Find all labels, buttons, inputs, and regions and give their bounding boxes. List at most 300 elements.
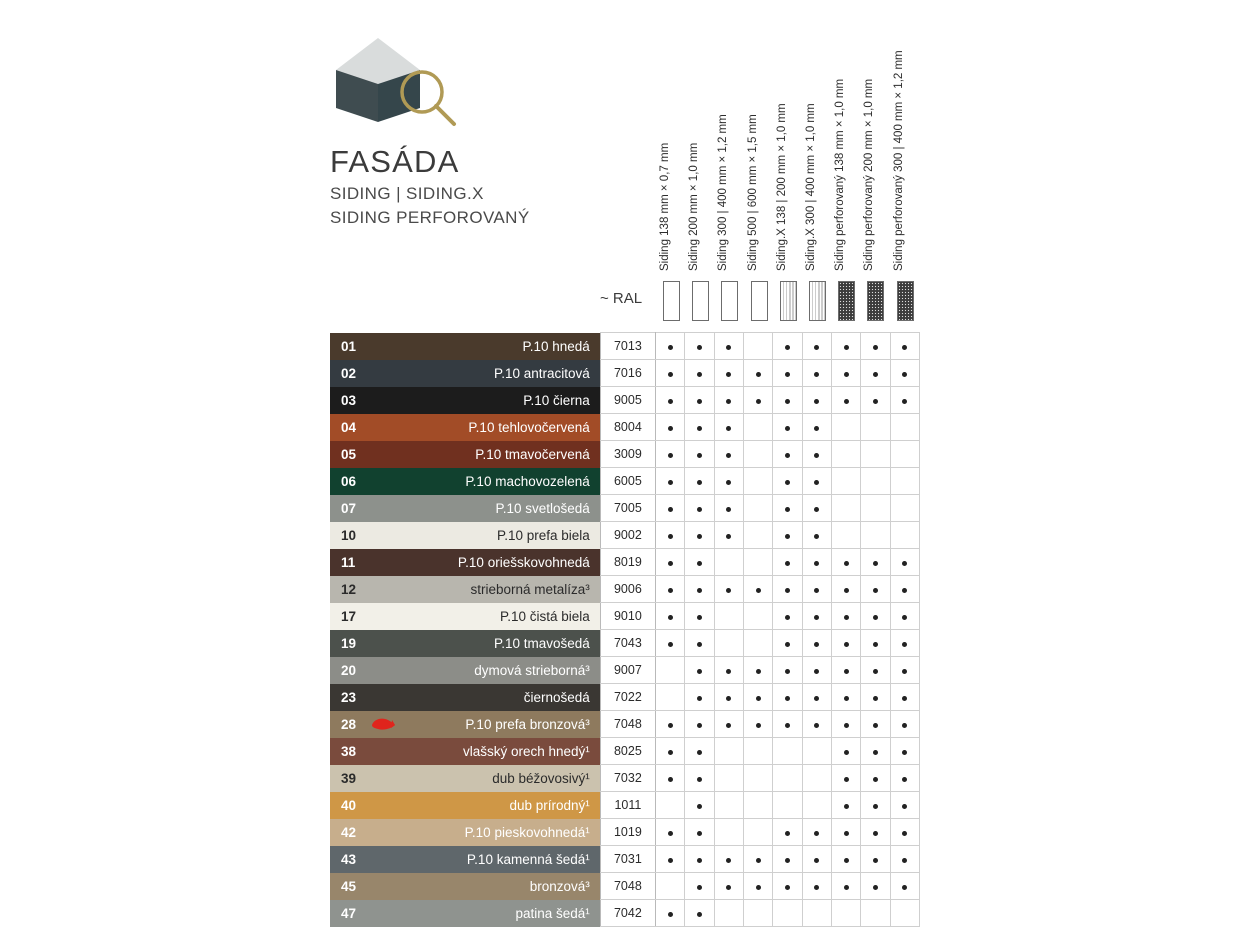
availability-dot-cell xyxy=(656,765,685,792)
availability-dot-cell xyxy=(861,603,890,630)
row-color-name: dub béžovosivý¹ xyxy=(372,765,600,792)
availability-dot-cell xyxy=(685,630,714,657)
availability-empty-cell xyxy=(861,522,890,549)
availability-dot-cell xyxy=(656,819,685,846)
row-color-name: vlašský orech hnedý¹ xyxy=(372,738,600,765)
availability-dot-icon xyxy=(785,507,790,512)
availability-dot-icon xyxy=(844,588,849,593)
availability-dot-icon xyxy=(873,345,878,350)
table-row xyxy=(330,684,920,711)
availability-dot-cell xyxy=(831,630,860,657)
row-color-name: P.10 tmavošedá xyxy=(372,630,600,657)
row-ral-code: 1019 xyxy=(600,819,655,846)
row-color-name: P.10 čierna xyxy=(372,387,600,414)
availability-empty-cell xyxy=(831,441,860,468)
availability-dot-cell xyxy=(773,360,802,387)
availability-empty-cell xyxy=(861,495,890,522)
table-row xyxy=(330,360,920,387)
availability-dot-icon xyxy=(844,831,849,836)
availability-dot-cell xyxy=(831,387,860,414)
availability-dot-icon xyxy=(814,372,819,377)
column-swatch-cell xyxy=(715,277,744,325)
column-header-label: Siding perforovaný 200 mm × 1,0 mm xyxy=(863,78,876,271)
availability-dot-icon xyxy=(814,507,819,512)
availability-dot-icon xyxy=(814,615,819,620)
availability-dot-cell xyxy=(773,603,802,630)
availability-dot-cell xyxy=(831,360,860,387)
availability-dot-icon xyxy=(844,561,849,566)
profile-grid-icon xyxy=(809,281,826,321)
row-ral-code: 7031 xyxy=(600,846,655,873)
availability-dot-icon xyxy=(873,858,878,863)
row-color-name: P.10 čistá biela xyxy=(372,603,600,630)
row-color-name: P.10 tehlovočervená xyxy=(372,414,600,441)
availability-dot-icon xyxy=(814,723,819,728)
column-swatch-cell xyxy=(657,277,686,325)
availability-dot-icon xyxy=(726,480,731,485)
availability-dot-cell xyxy=(685,333,714,360)
column-header xyxy=(861,0,890,275)
row-number: 43 xyxy=(330,846,372,873)
availability-dot-icon xyxy=(756,669,761,674)
availability-dot-cell xyxy=(861,657,890,684)
availability-dot-cell xyxy=(685,657,714,684)
availability-empty-cell xyxy=(656,684,685,711)
row-color-name: P.10 antracitová xyxy=(372,360,600,387)
column-swatch-cell xyxy=(745,277,774,325)
availability-dot-cell xyxy=(656,414,685,441)
availability-dot-icon xyxy=(697,642,702,647)
availability-dot-cell xyxy=(685,846,714,873)
row-color-name: dymová strieborná³ xyxy=(372,657,600,684)
availability-dot-icon xyxy=(726,426,731,431)
availability-dot-icon xyxy=(697,345,702,350)
availability-dot-icon xyxy=(814,399,819,404)
availability-dot-cell xyxy=(831,711,860,738)
availability-dot-icon xyxy=(697,912,702,917)
row-color-name: P.10 prefa bronzová³ xyxy=(372,711,600,738)
availability-dot-cell xyxy=(743,576,772,603)
availability-empty-cell xyxy=(743,900,772,927)
availability-empty-cell xyxy=(890,468,919,495)
availability-dot-cell xyxy=(773,414,802,441)
availability-dot-icon xyxy=(844,345,849,350)
availability-dot-cell xyxy=(773,711,802,738)
availability-empty-cell xyxy=(656,657,685,684)
availability-dot-cell xyxy=(714,360,743,387)
availability-dot-cell xyxy=(773,333,802,360)
availability-empty-cell xyxy=(802,900,831,927)
availability-dot-cell xyxy=(685,414,714,441)
availability-dot-cell xyxy=(773,441,802,468)
availability-empty-cell xyxy=(743,522,772,549)
availability-dot-icon xyxy=(814,453,819,458)
availability-dot-cell xyxy=(861,684,890,711)
row-ral-code: 1011 xyxy=(600,792,655,819)
availability-dot-cell xyxy=(802,441,831,468)
availability-dot-icon xyxy=(814,858,819,863)
availability-dot-icon xyxy=(785,345,790,350)
availability-dot-icon xyxy=(902,615,907,620)
availability-empty-cell xyxy=(714,792,743,819)
availability-dot-cell xyxy=(714,333,743,360)
availability-empty-cell xyxy=(656,873,685,900)
availability-dot-cell xyxy=(685,441,714,468)
availability-dot-cell xyxy=(802,873,831,900)
column-swatch-cell xyxy=(861,277,890,325)
row-ral-code: 9006 xyxy=(600,576,655,603)
availability-dot-icon xyxy=(697,669,702,674)
availability-dot-cell xyxy=(656,846,685,873)
availability-dot-icon xyxy=(785,561,790,566)
table-row xyxy=(330,630,920,657)
table-row xyxy=(330,738,920,765)
availability-dot-icon xyxy=(697,588,702,593)
availability-empty-cell xyxy=(831,495,860,522)
availability-empty-cell xyxy=(831,414,860,441)
availability-dot-cell xyxy=(802,522,831,549)
availability-empty-cell xyxy=(714,630,743,657)
row-ral-code: 7005 xyxy=(600,495,655,522)
availability-dot-cell xyxy=(861,792,890,819)
availability-empty-cell xyxy=(831,522,860,549)
availability-dot-icon xyxy=(873,804,878,809)
availability-empty-cell xyxy=(861,441,890,468)
row-ral-code: 7048 xyxy=(600,711,655,738)
availability-dot-icon xyxy=(873,372,878,377)
availability-dot-cell xyxy=(685,495,714,522)
availability-dot-icon xyxy=(697,372,702,377)
column-header-label: Siding 200 mm × 1,0 mm xyxy=(688,142,701,271)
availability-dot-cell xyxy=(890,819,919,846)
table-row xyxy=(330,468,920,495)
availability-dot-cell xyxy=(831,873,860,900)
availability-dot-icon xyxy=(668,426,673,431)
availability-dot-icon xyxy=(668,642,673,647)
availability-dot-icon xyxy=(814,831,819,836)
table-row xyxy=(330,549,920,576)
availability-dot-cell xyxy=(773,630,802,657)
availability-dot-cell xyxy=(685,873,714,900)
availability-empty-cell xyxy=(802,792,831,819)
availability-dot-icon xyxy=(814,669,819,674)
availability-empty-cell xyxy=(743,630,772,657)
availability-dot-icon xyxy=(697,453,702,458)
availability-dot-cell xyxy=(890,684,919,711)
availability-dot-icon xyxy=(844,750,849,755)
availability-dot-icon xyxy=(902,642,907,647)
availability-dot-cell xyxy=(831,738,860,765)
availability-dot-icon xyxy=(697,723,702,728)
availability-dot-icon xyxy=(873,669,878,674)
availability-dot-icon xyxy=(668,750,673,755)
table-row xyxy=(330,387,920,414)
availability-dot-icon xyxy=(873,615,878,620)
row-color-name: patina šedá¹ xyxy=(372,900,600,927)
availability-dot-cell xyxy=(714,576,743,603)
availability-dot-cell xyxy=(656,495,685,522)
row-number: 23 xyxy=(330,684,372,711)
profile-dots-icon xyxy=(867,281,884,321)
availability-dot-cell xyxy=(861,549,890,576)
availability-dot-cell xyxy=(831,765,860,792)
availability-empty-cell xyxy=(743,441,772,468)
availability-dot-icon xyxy=(844,399,849,404)
availability-dot-icon xyxy=(785,399,790,404)
availability-dot-icon xyxy=(668,588,673,593)
availability-dot-icon xyxy=(697,750,702,755)
availability-dot-icon xyxy=(668,453,673,458)
availability-empty-cell xyxy=(890,900,919,927)
availability-dot-icon xyxy=(785,480,790,485)
table-row xyxy=(330,711,920,738)
availability-dot-cell xyxy=(685,549,714,576)
availability-dot-cell xyxy=(743,711,772,738)
title-block xyxy=(330,144,630,228)
availability-empty-cell xyxy=(773,792,802,819)
availability-dot-cell xyxy=(714,846,743,873)
row-number: 47 xyxy=(330,900,372,927)
row-number: 20 xyxy=(330,657,372,684)
availability-dot-icon xyxy=(726,534,731,539)
availability-empty-cell xyxy=(831,468,860,495)
availability-dot-cell xyxy=(831,819,860,846)
availability-dot-cell xyxy=(773,468,802,495)
availability-dot-icon xyxy=(785,372,790,377)
availability-dot-icon xyxy=(814,345,819,350)
availability-dot-icon xyxy=(814,561,819,566)
availability-dot-cell xyxy=(743,360,772,387)
availability-empty-cell xyxy=(831,900,860,927)
availability-dot-icon xyxy=(844,804,849,809)
availability-dot-cell xyxy=(802,495,831,522)
availability-empty-cell xyxy=(890,441,919,468)
availability-dot-cell xyxy=(831,846,860,873)
row-color-name: P.10 pieskovohnedá¹ xyxy=(372,819,600,846)
availability-empty-cell xyxy=(656,792,685,819)
row-color-name: čiernošedá xyxy=(372,684,600,711)
availability-dot-cell xyxy=(831,792,860,819)
availability-dot-cell xyxy=(802,684,831,711)
row-color-name: dub prírodný¹ xyxy=(372,792,600,819)
availability-dot-icon xyxy=(668,723,673,728)
row-number: 01 xyxy=(330,333,372,360)
availability-empty-cell xyxy=(890,414,919,441)
availability-dot-cell xyxy=(773,387,802,414)
availability-dot-cell xyxy=(685,360,714,387)
availability-dot-cell xyxy=(890,765,919,792)
availability-dot-cell xyxy=(685,738,714,765)
profile-dots-icon xyxy=(838,281,855,321)
availability-dot-cell xyxy=(773,873,802,900)
column-swatch-cell xyxy=(774,277,803,325)
availability-dot-icon xyxy=(668,561,673,566)
availability-dot-cell xyxy=(861,576,890,603)
availability-dot-icon xyxy=(697,507,702,512)
availability-dot-icon xyxy=(756,885,761,890)
availability-dot-cell xyxy=(773,657,802,684)
availability-dot-icon xyxy=(844,615,849,620)
availability-dot-cell xyxy=(890,630,919,657)
availability-dot-icon xyxy=(844,723,849,728)
availability-dot-icon xyxy=(873,723,878,728)
availability-dot-icon xyxy=(902,777,907,782)
subtitle-secondary: SIDING PERFOROVANÝ xyxy=(330,208,530,227)
column-swatch-cell xyxy=(832,277,861,325)
availability-dot-cell xyxy=(861,630,890,657)
profile-plain-icon xyxy=(751,281,768,321)
availability-empty-cell xyxy=(861,414,890,441)
row-number: 19 xyxy=(330,630,372,657)
house-magnifier-icon xyxy=(330,30,480,130)
row-number: 45 xyxy=(330,873,372,900)
availability-empty-cell xyxy=(743,333,772,360)
availability-dot-icon xyxy=(785,453,790,458)
availability-dot-icon xyxy=(697,399,702,404)
row-color-name: P.10 kamenná šedá¹ xyxy=(372,846,600,873)
highlight-marker-icon xyxy=(370,716,396,732)
availability-dot-cell xyxy=(773,684,802,711)
row-color-name: strieborná metalíza³ xyxy=(372,576,600,603)
row-ral-code: 6005 xyxy=(600,468,655,495)
availability-dot-cell xyxy=(802,846,831,873)
subtitle-primary: SIDING | SIDING.X xyxy=(330,184,484,203)
availability-dot-icon xyxy=(873,561,878,566)
availability-dot-icon xyxy=(697,804,702,809)
availability-dot-cell xyxy=(890,873,919,900)
availability-dot-icon xyxy=(785,885,790,890)
availability-dot-icon xyxy=(726,453,731,458)
availability-dot-cell xyxy=(714,414,743,441)
availability-dot-cell xyxy=(802,657,831,684)
availability-dot-cell xyxy=(802,576,831,603)
availability-dot-icon xyxy=(785,615,790,620)
availability-dot-icon xyxy=(697,480,702,485)
availability-empty-cell xyxy=(714,603,743,630)
profile-plain-icon xyxy=(663,281,680,321)
availability-dot-cell xyxy=(890,711,919,738)
availability-empty-cell xyxy=(773,900,802,927)
availability-empty-cell xyxy=(743,468,772,495)
availability-dot-icon xyxy=(668,399,673,404)
availability-dot-cell xyxy=(685,711,714,738)
availability-dot-icon xyxy=(873,750,878,755)
column-headers xyxy=(657,0,920,275)
availability-dot-icon xyxy=(844,858,849,863)
availability-dot-cell xyxy=(656,603,685,630)
row-number: 02 xyxy=(330,360,372,387)
availability-dot-icon xyxy=(785,534,790,539)
column-swatch-cell xyxy=(803,277,832,325)
header-block xyxy=(330,30,630,228)
availability-dot-icon xyxy=(726,507,731,512)
availability-dot-cell xyxy=(802,819,831,846)
row-ral-code: 7016 xyxy=(600,360,655,387)
profile-dots-icon xyxy=(897,281,914,321)
column-header xyxy=(715,0,744,275)
availability-dot-cell xyxy=(861,333,890,360)
availability-dot-cell xyxy=(656,576,685,603)
availability-dot-icon xyxy=(726,723,731,728)
availability-dot-cell xyxy=(802,711,831,738)
availability-dot-icon xyxy=(902,588,907,593)
availability-dot-cell xyxy=(714,441,743,468)
availability-dot-cell xyxy=(890,657,919,684)
row-color-name: P.10 tmavočervená xyxy=(372,441,600,468)
availability-dot-cell xyxy=(773,576,802,603)
availability-dot-cell xyxy=(861,387,890,414)
table-row xyxy=(330,576,920,603)
availability-dot-cell xyxy=(714,873,743,900)
availability-dot-icon xyxy=(902,399,907,404)
availability-dot-icon xyxy=(902,858,907,863)
availability-empty-cell xyxy=(743,603,772,630)
column-header xyxy=(891,0,920,275)
availability-dot-icon xyxy=(785,426,790,431)
availability-empty-cell xyxy=(802,738,831,765)
availability-empty-cell xyxy=(743,495,772,522)
table-row xyxy=(330,522,920,549)
availability-empty-cell xyxy=(773,738,802,765)
column-header xyxy=(774,0,803,275)
availability-dot-icon xyxy=(726,696,731,701)
availability-dot-icon xyxy=(844,696,849,701)
availability-dot-cell xyxy=(743,387,772,414)
availability-dot-icon xyxy=(726,372,731,377)
availability-dot-icon xyxy=(756,858,761,863)
availability-dot-cell xyxy=(656,522,685,549)
availability-dot-cell xyxy=(714,711,743,738)
availability-dot-cell xyxy=(656,360,685,387)
availability-dot-cell xyxy=(773,522,802,549)
column-header-label: Siding 138 mm × 0,7 mm xyxy=(659,142,671,271)
row-ral-code: 9005 xyxy=(600,387,655,414)
availability-dot-cell xyxy=(890,792,919,819)
availability-dot-icon xyxy=(844,777,849,782)
availability-dot-cell xyxy=(685,900,714,927)
row-number: 06 xyxy=(330,468,372,495)
availability-dot-cell xyxy=(861,765,890,792)
profile-plain-icon xyxy=(692,281,709,321)
availability-dot-icon xyxy=(726,858,731,863)
availability-empty-cell xyxy=(743,738,772,765)
availability-dot-icon xyxy=(756,588,761,593)
row-number: 40 xyxy=(330,792,372,819)
column-swatch-row xyxy=(657,277,920,325)
availability-dot-cell xyxy=(656,333,685,360)
page-title: FASÁDA xyxy=(330,144,460,179)
availability-dot-cell xyxy=(714,495,743,522)
availability-empty-cell xyxy=(802,765,831,792)
availability-dot-cell xyxy=(831,657,860,684)
availability-empty-cell xyxy=(890,495,919,522)
availability-dot-icon xyxy=(668,615,673,620)
availability-dot-cell xyxy=(861,360,890,387)
row-number: 38 xyxy=(330,738,372,765)
color-table-body xyxy=(330,333,920,927)
availability-empty-cell xyxy=(714,765,743,792)
availability-dot-icon xyxy=(668,345,673,350)
availability-empty-cell xyxy=(714,819,743,846)
availability-dot-icon xyxy=(785,588,790,593)
column-header xyxy=(832,0,861,275)
availability-dot-icon xyxy=(756,696,761,701)
availability-dot-cell xyxy=(656,900,685,927)
row-ral-code: 7013 xyxy=(600,333,655,360)
availability-dot-icon xyxy=(726,399,731,404)
availability-dot-cell xyxy=(802,549,831,576)
availability-dot-icon xyxy=(756,723,761,728)
